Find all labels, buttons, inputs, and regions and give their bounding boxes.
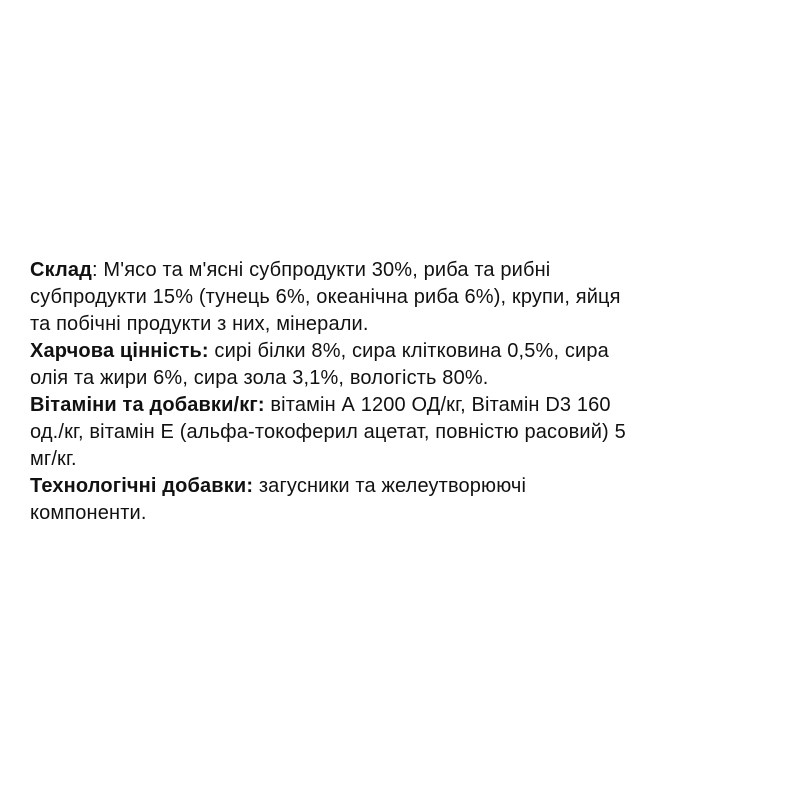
composition-paragraph: [30, 257, 770, 338]
nutrition-paragraph: [30, 338, 770, 392]
text-line: мг/кг.: [30, 448, 77, 470]
text-line: од./кг, вітамін Е (альфа-токоферил ацетат, повністю расовий) 5: [30, 421, 626, 443]
text-line: [30, 473, 770, 500]
additives-label: Технологічні добавки:: [30, 475, 254, 497]
nutrition-label: Харчова цінність:: [30, 340, 209, 362]
text-line: компоненти.: [30, 502, 147, 524]
additives-paragraph: [30, 473, 770, 527]
text-line: [30, 392, 770, 419]
vitamins-paragraph: [30, 392, 770, 473]
composition-text: М'ясо та м'ясні субпродукти 30%, риба та рибні: [97, 259, 551, 281]
text-line: [30, 257, 770, 284]
vitamins-label: Вітаміни та добавки/кг:: [30, 394, 265, 416]
label-separator: :: [91, 259, 98, 281]
vitamins-text: вітамін А 1200 ОД/кг, Вітамін D3 160: [264, 394, 611, 416]
nutrition-text: сирі білки 8%, сира клітковина 0,5%, сира: [208, 340, 609, 362]
text-line: субпродукти 15% (тунець 6%, океанічна риба 6%), крупи, яйця: [30, 286, 621, 308]
text-line: олія та жири 6%, сира зола 3,1%, вологість 80%.: [30, 367, 489, 389]
text-line: та побічні продукти з них, мінерали.: [30, 313, 369, 335]
composition-label: Склад: [30, 259, 92, 281]
text-line: [30, 338, 770, 365]
composition-text-block: [30, 257, 770, 527]
additives-text: загусники та желеутворюючі: [253, 475, 527, 497]
